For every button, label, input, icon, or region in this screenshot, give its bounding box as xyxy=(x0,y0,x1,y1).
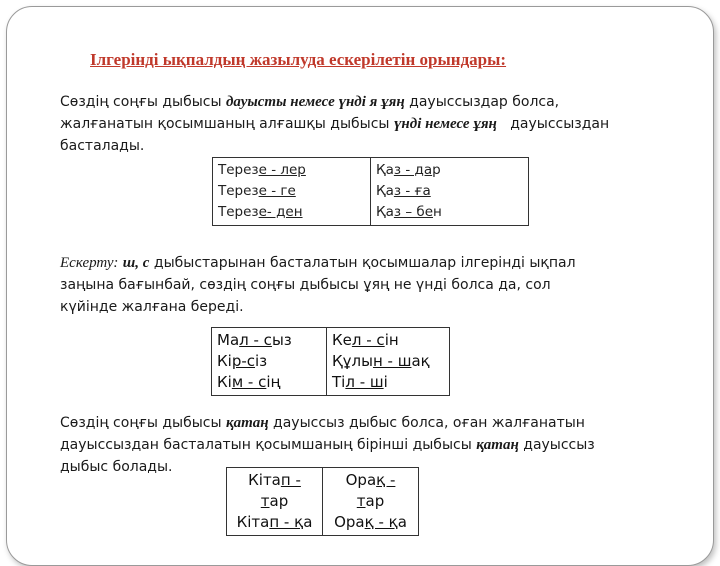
text: Сөздің соңғы дыбысы xyxy=(60,94,226,110)
table-column-left xyxy=(212,328,327,396)
text: дауыссыз xyxy=(518,437,595,453)
word-part: ің xyxy=(266,373,281,391)
example-word xyxy=(218,160,365,181)
word-part: Терез xyxy=(218,204,259,220)
underlined-junction: п - xyxy=(280,471,301,489)
text: дауыссыздан xyxy=(496,116,610,132)
emphasis: дауысты немесе үнді я ұяң xyxy=(225,94,405,110)
underlined-junction: л - с xyxy=(351,331,385,349)
underlined-junction: е - ге xyxy=(258,183,296,199)
text: басталады. xyxy=(60,138,145,154)
word-part: ақ xyxy=(411,352,430,370)
word-part: Қа xyxy=(376,162,394,178)
word-part: Терез xyxy=(218,162,259,178)
table-column-left xyxy=(227,468,323,536)
word-part: р xyxy=(432,162,441,178)
example-word xyxy=(217,372,321,393)
text: күйінде жалғана береді. xyxy=(60,299,244,315)
emphasis: ш, с xyxy=(122,255,150,271)
example-word xyxy=(232,512,317,533)
text: заңына бағынбай, сөздің соңғы дыбысы ұяң не үнді болса да, сол xyxy=(60,277,551,293)
note-label: Ескерту: xyxy=(60,255,119,271)
underlined-junction: е- ден xyxy=(258,204,303,220)
text: дауыссыз дыбыс болса, оған жалғанатын xyxy=(268,415,585,431)
underlined-junction: н - ш xyxy=(372,352,412,370)
example-word xyxy=(218,202,365,223)
underlined-junction: т xyxy=(260,492,270,510)
examples-table-1 xyxy=(212,157,529,226)
example-word xyxy=(217,351,321,372)
word-part: ар xyxy=(365,492,385,510)
table-column-right xyxy=(323,468,419,536)
note-paragraph xyxy=(60,252,576,318)
emphasis: қатаң xyxy=(476,437,519,453)
word-part: ар xyxy=(269,492,289,510)
examples-table-3 xyxy=(226,467,419,536)
example-word xyxy=(328,491,413,512)
text: дауыссыздан басталатын қосымшаның бірінші дыбысы xyxy=(60,437,477,453)
word-part: Қа xyxy=(376,204,394,220)
underlined-junction: қ - xyxy=(376,471,396,489)
underlined-junction: п - қ xyxy=(269,513,304,531)
underlined-junction: л - ш xyxy=(345,373,384,391)
example-word xyxy=(232,470,317,491)
word-part: Кіта xyxy=(236,513,270,531)
word-part: Ті xyxy=(332,373,346,391)
word-part: Құлы xyxy=(332,352,373,370)
underlined-junction: з - да xyxy=(393,162,433,178)
example-word xyxy=(218,181,365,202)
underlined-junction: т xyxy=(356,492,366,510)
example-word xyxy=(332,330,444,351)
underlined-junction: р-с xyxy=(231,352,256,370)
word-part: Ора xyxy=(345,471,377,489)
word-part: Кі xyxy=(217,352,232,370)
word-part: і xyxy=(383,373,388,391)
underlined-junction: л - с xyxy=(239,331,272,349)
word-part: Ма xyxy=(217,331,240,349)
example-word xyxy=(328,470,413,491)
text: дауыссыздар болса, xyxy=(404,94,560,110)
underlined-junction: қ - қ xyxy=(364,513,398,531)
underlined-junction: м - с xyxy=(231,373,267,391)
rule-paragraph-1 xyxy=(60,91,609,157)
example-word xyxy=(232,491,317,512)
word-part: ыз xyxy=(271,331,292,349)
word-part: ін xyxy=(384,331,399,349)
example-word xyxy=(328,512,413,533)
text: дыбыс болады. xyxy=(60,459,173,475)
word-part: із xyxy=(255,352,268,370)
table-column-right xyxy=(371,158,529,226)
word-part: н xyxy=(433,204,442,220)
word-part: а xyxy=(397,513,407,531)
table-column-right xyxy=(327,328,450,396)
emphasis: қатаң xyxy=(225,415,269,431)
underlined-junction: з – бе xyxy=(393,204,434,220)
word-part: Кіта xyxy=(248,471,281,489)
example-word xyxy=(376,181,523,202)
example-word xyxy=(217,330,321,351)
example-word xyxy=(376,202,523,223)
word-part: Кі xyxy=(217,373,232,391)
word-part: а xyxy=(303,513,313,531)
table-column-left xyxy=(213,158,371,226)
word-part: Ора xyxy=(334,513,365,531)
word-part: Терез xyxy=(218,183,259,199)
example-word xyxy=(376,160,523,181)
text: жалғанатын қосымшаның алғашқы дыбысы xyxy=(60,116,394,132)
word-part: Қа xyxy=(376,183,394,199)
text: Сөздің соңғы дыбысы xyxy=(60,415,226,431)
examples-table-2 xyxy=(211,327,450,396)
underlined-junction: е - лер xyxy=(258,162,306,178)
emphasis: үнді немесе ұяң xyxy=(393,116,497,132)
example-word xyxy=(332,372,444,393)
underlined-junction: з - ға xyxy=(393,183,431,199)
example-word xyxy=(332,351,444,372)
text: дыбыстарынан басталатын қосымшалар ілгерінді ықпал xyxy=(149,255,576,271)
slide-title: Ілгерінді ықпалдың жазылуда ескерілетін орындары: xyxy=(90,50,507,69)
word-part: Ке xyxy=(332,331,352,349)
